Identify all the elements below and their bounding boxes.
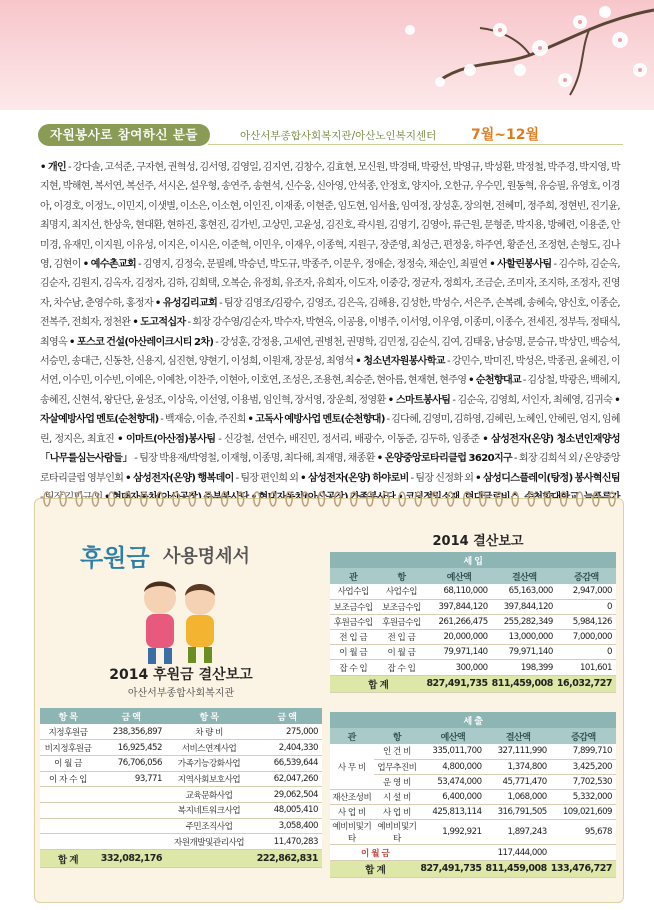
table-row: [40, 802, 322, 818]
table-cell: 2,947,000: [557, 584, 616, 599]
table-total-row: [330, 860, 616, 877]
donor-group-members: - 강민수, 박미진, 박성은, 박종권, 윤혜진, 이서연, 이수민, 이수빈, 이예은, 이예찬, 이찬주, 이현아, 이호연, 조성은, 조용현, 최승준, 현아름, 현재현, 현주영: [40, 356, 621, 387]
table-header: 항: [374, 728, 421, 744]
table-cell: 사 업 비: [330, 805, 374, 820]
donor-group-members: - 신강철, 선연수, 배진민, 정서리, 배광수, 이동준, 김두하, 임종준: [215, 433, 483, 445]
table-cell: 811,459,008: [492, 675, 557, 692]
table-cell: 275,000: [252, 724, 322, 740]
table-cell: 827,491,735: [420, 860, 485, 877]
table-cell: [166, 850, 252, 868]
table-cell: [96, 787, 166, 803]
table-cell: 잡 수 입: [330, 660, 376, 675]
table-cell: [96, 834, 166, 850]
table-cell: 운 영 비: [374, 774, 421, 789]
table-row: [330, 584, 616, 599]
table-cell: 이 월 금: [376, 645, 426, 660]
table-cell: 16,925,452: [96, 740, 166, 756]
table-cell: 93,771: [96, 771, 166, 787]
table-row: [330, 744, 616, 759]
table-cell: 서비스연계사업: [166, 740, 252, 756]
table-cell: 5,332,000: [551, 790, 616, 805]
table-header: 관: [330, 568, 376, 584]
table-row: [40, 740, 322, 756]
donor-group-name: • 삼성전자(온양) 청소년인재양성 「나무를심는사람들」: [40, 433, 620, 465]
table-cell: 예비비및기타: [330, 820, 374, 845]
donor-group-name: • 도고적십자: [132, 317, 186, 329]
table-cell: 397,844,120: [426, 599, 491, 614]
table-total-row: [40, 850, 322, 868]
table-total-row: [330, 675, 616, 692]
income-label: 세 입: [330, 552, 616, 568]
table-cell: 주민조직사업: [166, 818, 252, 834]
table-cell: 335,011,700: [420, 744, 485, 759]
table-cell: 비지정후원금: [40, 740, 96, 756]
table-cell: [420, 845, 485, 860]
table-cell: 300,000: [426, 660, 491, 675]
table-row: [330, 645, 616, 660]
table-cell: 보조금수입: [330, 599, 376, 614]
table-header: 항 목: [40, 708, 96, 724]
table-row: [40, 818, 322, 834]
page-title-sub: 사용명세서: [163, 546, 250, 567]
table-header: 예산액: [426, 568, 491, 584]
table-cell: 16,032,727: [557, 675, 616, 692]
page-title-main: 후원금: [80, 544, 150, 572]
table-cell: 전 입 금: [376, 630, 426, 645]
table-cell: 1,992,921: [420, 820, 485, 845]
donor-group-name: • 고독사 예방사업 멘토(순천향대): [247, 414, 385, 426]
table-row: [330, 759, 616, 774]
table-cell: 827,491,735: [426, 675, 491, 692]
table-cell: 예비비및기타: [374, 820, 421, 845]
section-label: 자원봉사로 참여하신 분들: [38, 124, 210, 146]
table-cell: 후원금수입: [330, 614, 376, 629]
table-cell: 261,266,475: [426, 614, 491, 629]
section-subtitle: 아산서부종합사회복지관/아산노인복지센터: [240, 130, 437, 142]
table-cell: 이 월 금: [330, 645, 376, 660]
table-cell: 업무추진비: [374, 759, 421, 774]
volunteer-list: [40, 158, 621, 484]
table-cell: 7,899,710: [551, 744, 616, 759]
table-cell: 합 계: [40, 850, 96, 868]
table-cell: 합 계: [330, 860, 420, 877]
table-cell: 20,000,000: [426, 630, 491, 645]
table-cell: 79,971,140: [492, 645, 557, 660]
donor-group-members: - 팀장 편인희 외: [233, 472, 301, 484]
table-cell: 지역사회보호사업: [166, 771, 252, 787]
table-cell: 교육문화사업: [166, 787, 252, 803]
table-cell: [96, 818, 166, 834]
donor-group-members: - 회장 강수영/김순자, 박수자, 박현옥, 이공용, 이병주, 이서영, 이우영, 이종미, 이종수, 전세진, 정부득, 정태식, 최영옥: [40, 317, 621, 348]
table-cell: 가족기능강화사업: [166, 755, 252, 771]
table-cell: 198,399: [492, 660, 557, 675]
left-report-org: 아산서부종합사회복지관: [127, 688, 235, 699]
table-cell: 101,601: [557, 660, 616, 675]
donor-group-name: • 포스코 건설(아산레이크시티 2차): [69, 336, 214, 348]
section-divider: [208, 144, 623, 145]
table-header: 예산액: [420, 728, 485, 744]
donor-group-name: • 개인: [40, 162, 67, 173]
table-cell: [40, 787, 96, 803]
table-cell: 29,062,504: [252, 787, 322, 803]
table-cell: 3,058,400: [252, 818, 322, 834]
table-cell: 7,000,000: [557, 630, 616, 645]
table-cell: 이 월 금: [330, 845, 420, 860]
table-cell: 1,068,000: [486, 790, 551, 805]
table-header: 항 목: [166, 708, 252, 724]
table-cell: [551, 845, 616, 860]
table-cell: 차 량 비: [166, 724, 252, 740]
table-cell: 45,771,470: [486, 774, 551, 789]
table-cell: 0: [557, 645, 616, 660]
donor-group-members: - 팀장 김영조/김광수, 김영조, 김은옥, 김해용, 김성한, 박성수, 서은주, 손복례, 송혜숙, 양신호, 이종순, 전복주, 전희자, 정천완: [40, 297, 620, 329]
table-cell: 0: [557, 599, 616, 614]
table-cell: 보조금수입: [376, 599, 426, 614]
table-cell: 332,082,176: [96, 850, 166, 868]
table-cell: 811,459,008: [486, 860, 551, 877]
table-row: [330, 614, 616, 629]
table-row: [40, 724, 322, 740]
table-header: 금 액: [252, 708, 322, 724]
donor-group-name: • 삼성전자(온양) 행복데이: [125, 472, 234, 484]
donor-group-members: - 강다솔, 고석준, 구자현, 권혁성, 김서영, 김영일, 김지연, 김창수, 김효현, 모신원, 박경태, 박광선, 박영규, 박성환, 박정철, 박주경, 박지영, 박지현, 박해현, 복서연, 복선주, 서시온, 설우형, 송연주, 송현석, 신수웅, 신아영, 안석종, 안정호, 양지아, 오한규, 우수민, 원동혁, 유승필, 유영호, 이경아, 이경호, 이정노, 이민지, 이샛별, 이소은, 이소현, 이인진, 이재종, 이현준, 임도현, 임서율, 임여정, 장성훈, 장의현, 전혜미, 정주희, 정현빈, 진기윤, 최명지, 최지선, 한상욱, 현대환, 현하진, 홍현진, 김가빈, 고상민, 고윤성, 김진호, 곽시원, 김영기, 김영아, 류근원, 문형준, 박지용, 방혜련, 이용준, 안미경, 유재민, 이지원, 이유성, 이지은, 이시은, 이준혁, 이민우, 이재우, 이종혁, 지원구, 장준영, 최성근, 편정웅, 하주연, 황준선, 조정현, 손형도, 김나영, 김현이: [40, 162, 620, 271]
table-row: [330, 820, 616, 845]
donor-group-name: • 자살예방사업 멘토(순천향대): [40, 394, 620, 426]
donor-group-name: • 삼성디스플레이(탕정) 봉사혁신팀: [475, 472, 620, 484]
table-header: 증감액: [551, 728, 616, 744]
table-cell: 사업수입: [376, 584, 426, 599]
table-cell: 133,476,727: [551, 860, 616, 877]
table-cell: 316,791,505: [486, 805, 551, 820]
table-cell: 이 월 금: [40, 755, 96, 771]
table-row: [330, 630, 616, 645]
donor-group-name: • 예수촌교회: [82, 259, 137, 271]
table-cell: 복지네트워크사업: [166, 802, 252, 818]
donor-group-name: • 삼성전자(온양) 하야로비: [300, 472, 409, 484]
table-cell: 인 건 비: [374, 744, 421, 759]
table-row: [330, 790, 616, 805]
table-header: 관: [330, 728, 374, 744]
volunteer-section-header: [38, 124, 623, 146]
table-cell: 79,971,140: [426, 645, 491, 660]
table-header: 결산액: [492, 568, 557, 584]
table-header: 항: [376, 568, 426, 584]
table-cell: 2,404,330: [252, 740, 322, 756]
table-cell: 5,984,126: [557, 614, 616, 629]
donor-group-name: • 유성김리교회: [154, 297, 218, 309]
table-cell: [40, 802, 96, 818]
table-cell: 109,021,609: [551, 805, 616, 820]
table-cell: 7,702,530: [551, 774, 616, 789]
table-cell: 76,706,056: [96, 755, 166, 771]
table-cell: 425,813,114: [420, 805, 485, 820]
table-cell: 66,539,644: [252, 755, 322, 771]
donor-group-name: • 스마트봉사팀: [387, 394, 451, 406]
table-cell: 53,474,000: [420, 774, 485, 789]
donor-group-members: - 팀장 박용재/박영철, 이재형, 이종명, 최다해, 최재명, 채종환: [132, 453, 377, 465]
donor-group-members: - 김수하, 김순옥, 김순자, 김원지, 김옥자, 김정자, 김하, 김희택, 오복순, 유정희, 유조자, 유희자, 이도자, 이중강, 정균자, 정희자, 조금순, 조미자, 조지하, 조정자, 진영자, 차수남, 춘영수하, 홍정자: [40, 259, 620, 309]
table-cell: 222,862,831: [252, 850, 322, 868]
table-cell: 62,047,260: [252, 771, 322, 787]
table-header: 금 액: [96, 708, 166, 724]
donor-group-members: - 회장 김희석 외 / 온양중앙로타리클럽 영부인회: [40, 453, 620, 484]
table-cell: [96, 802, 166, 818]
table-row: [40, 787, 322, 803]
table-cell: 지정후원금: [40, 724, 96, 740]
donor-group-members: - 김순옥, 김영희, 서인자, 최혜영, 김귀숙: [450, 394, 615, 406]
table-cell: 65,163,000: [492, 584, 557, 599]
donor-group-members: - 백재승, 이솔, 주진희: [158, 414, 248, 426]
carry-over-row: [330, 845, 616, 860]
income-table: [330, 552, 616, 693]
table-row: [330, 805, 616, 820]
donor-group-name: • 온양중앙로타리클럽 3620지구: [376, 453, 513, 465]
table-cell: 255,282,349: [492, 614, 557, 629]
donation-usage-table: [40, 708, 322, 868]
table-cell: 6,400,000: [420, 790, 485, 805]
table-cell: 사 무 비: [330, 744, 374, 790]
spiral-binding-icon: [35, 490, 623, 508]
table-cell: 사 업 비: [374, 805, 421, 820]
table-cell: 1,374,800: [486, 759, 551, 774]
table-cell: 자원개발및관리사업: [166, 834, 252, 850]
table-cell: 재산조성비: [330, 790, 374, 805]
table-cell: 68,110,000: [426, 584, 491, 599]
donor-group-name: • 사할린봉사팀: [489, 259, 552, 271]
table-row: [330, 660, 616, 675]
table-header: 결산액: [486, 728, 551, 744]
donor-group-name: • 이마트(아산점)봉사팀: [117, 433, 216, 445]
donor-group-members: - 팀장 신정화 외: [408, 472, 476, 484]
donor-group-members: - 김다혜, 김영미, 김하영, 김혜린, 노혜인, 안혜린, 엄지, 임혜린, 정지은, 최효진: [40, 414, 620, 445]
table-cell: 327,111,990: [486, 744, 551, 759]
table-cell: 238,356,897: [96, 724, 166, 740]
table-cell: 사업수입: [330, 584, 376, 599]
table-row: [330, 774, 616, 789]
table-cell: 잡 수 입: [376, 660, 426, 675]
table-cell: 후원금수입: [376, 614, 426, 629]
table-cell: 95,678: [551, 820, 616, 845]
table-cell: 1,897,243: [486, 820, 551, 845]
table-cell: 48,005,410: [252, 802, 322, 818]
top-banner: [0, 0, 654, 110]
table-cell: 4,800,000: [420, 759, 485, 774]
table-header: 증감액: [557, 568, 616, 584]
section-period: 7월~12월: [471, 127, 540, 143]
table-cell: 전 입 금: [330, 630, 376, 645]
table-cell: 시 설 비: [374, 790, 421, 805]
cherry-blossom-illustration: [380, 0, 654, 110]
table-row: [330, 599, 616, 614]
donor-group-members: - 김상철, 박광은, 백혜지, 송혜진, 신현석, 왕단단, 윤성조, 이상욱, 이선영, 이용범, 임인혁, 장서영, 장운희, 정영환: [40, 375, 620, 406]
donor-group-members: - 김영지, 김정숙, 문필례, 박승년, 박도규, 박종주, 이문우, 정애순, 정정숙, 채순인, 최필연: [136, 259, 490, 271]
table-cell: 397,844,120: [492, 599, 557, 614]
table-cell: 13,000,000: [492, 630, 557, 645]
expense-table: [330, 712, 616, 878]
table-cell: [40, 834, 96, 850]
table-row: [40, 834, 322, 850]
table-cell: 이 자 수 입: [40, 771, 96, 787]
table-cell: [40, 818, 96, 834]
donor-group-name: • 순천향대교: [468, 375, 522, 387]
table-row: [40, 771, 322, 787]
right-report-title: 2014 결산보고: [432, 534, 524, 549]
table-cell: 117,444,000: [486, 845, 551, 860]
table-cell: 3,425,200: [551, 759, 616, 774]
table-cell: 11,470,283: [252, 834, 322, 850]
table-cell: 합 계: [330, 675, 426, 692]
donor-group-name: • 청소년자원봉사학교: [355, 356, 445, 368]
donor-group-members: - 강성훈, 강정용, 고세연, 권병천, 권명학, 김민정, 김순식, 김여, 김태웅, 남승명, 문승규, 박상민, 백승석, 서승민, 송대근, 신동찬, 신용지, 심진현, 양현기, 이성희, 이원재, 장문성, 최영석: [40, 336, 621, 368]
expense-label: 세 출: [330, 712, 616, 728]
children-illustration: [120, 570, 240, 666]
left-report-title: 2014 후원금 결산보고: [109, 667, 253, 683]
table-row: [40, 755, 322, 771]
